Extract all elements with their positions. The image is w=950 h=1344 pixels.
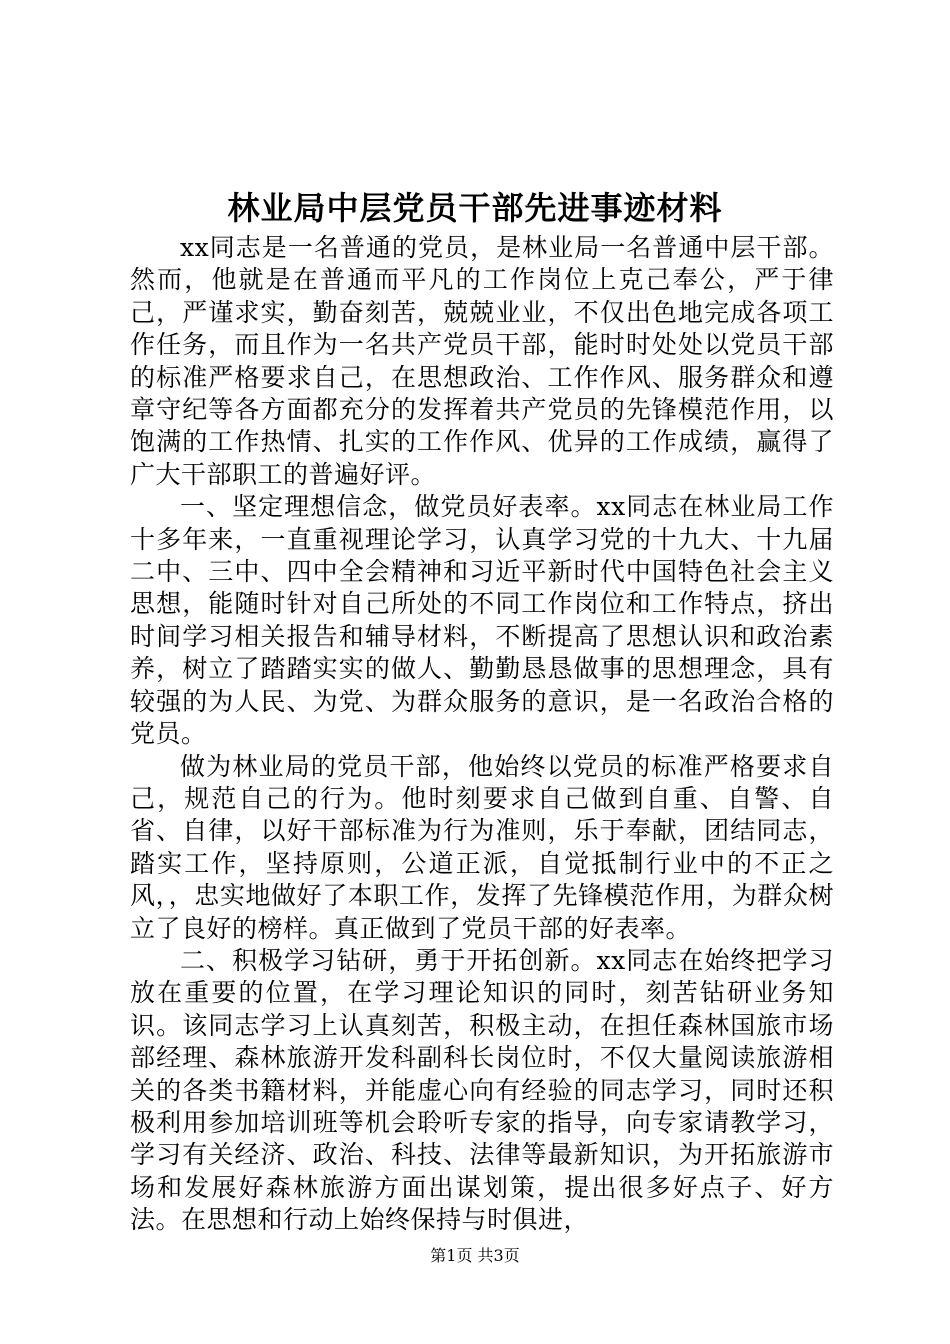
paragraph: 二、积极学习钻研，勇于开拓创新。xx同志在始终把学习放在重要的位置，在学习理论知识的同时，刻苦钻研业务知识。该同志学习上认真刻苦，积极主动，在担任森林国旅市场部经理、森林旅游开发科副科长岗位时，不仅大量阅读旅游相关的各类书籍材料，并能虚心向有经验的同志学习，同时还积极利用参加培训班等机会聆听专家的指导，向专家请教学习，学习有关经济、政治、科技、法律等最新知识，为开拓旅游市场和发展好森林旅游方面出谋划策，提出很多好点子、好方法。在思想和行动上始终保持与时俱进， [130, 945, 834, 1235]
paragraph: xx同志是一名普通的党员，是林业局一名普通中层干部。然而，他就是在普通而平凡的工作岗位上克己奉公，严于律己，严谨求实，勤奋刻苦，兢兢业业，不仅出色地完成各项工作任务，而且作为一名共产党员干部，能时时处处以党员干部的标准严格要求自己，在思想政治、工作作风、服务群众和遵章守纪等各方面都充分的发挥着共产党员的先锋模范作用，以饱满的工作热情、扎实的工作作风、优异的工作成绩，赢得了广大干部职工的普遍好评。 [130, 233, 834, 489]
paragraph: 做为林业局的党员干部，他始终以党员的标准严格要求自己，规范自己的行为。他时刻要求自己做到自重、自警、自省、自律，以好干部标准为行为准则，乐于奉献，团结同志，踏实工作，坚持原则，公道正派，自觉抵制行业中的不正之风，，忠实地做好了本职工作，发挥了先锋模范作用，为群众树立了良好的榜样。真正做到了党员干部的好表率。 [130, 751, 834, 943]
paragraph: 一、坚定理想信念，做党员好表率。xx同志在林业局工作十多年来，一直重视理论学习，认真学习党的十九大、十九届二中、三中、四中全会精神和习近平新时代中国特色社会主义思想，能随时针对自己所处的不同工作岗位和工作特点，挤出时间学习相关报告和辅导材料，不断提高了思想认识和政治素养，树立了踏踏实实的做人、勤勤恳恳做事的思想理念，具有较强的为人民、为党、为群众服务的意识，是一名政治合格的党员。 [130, 492, 834, 749]
document-title: 林业局中层党员干部先进事迹材料 [227, 189, 723, 227]
page-number-footer: 第1页 共3页 [430, 1246, 520, 1265]
document-body [130, 232, 834, 1237]
